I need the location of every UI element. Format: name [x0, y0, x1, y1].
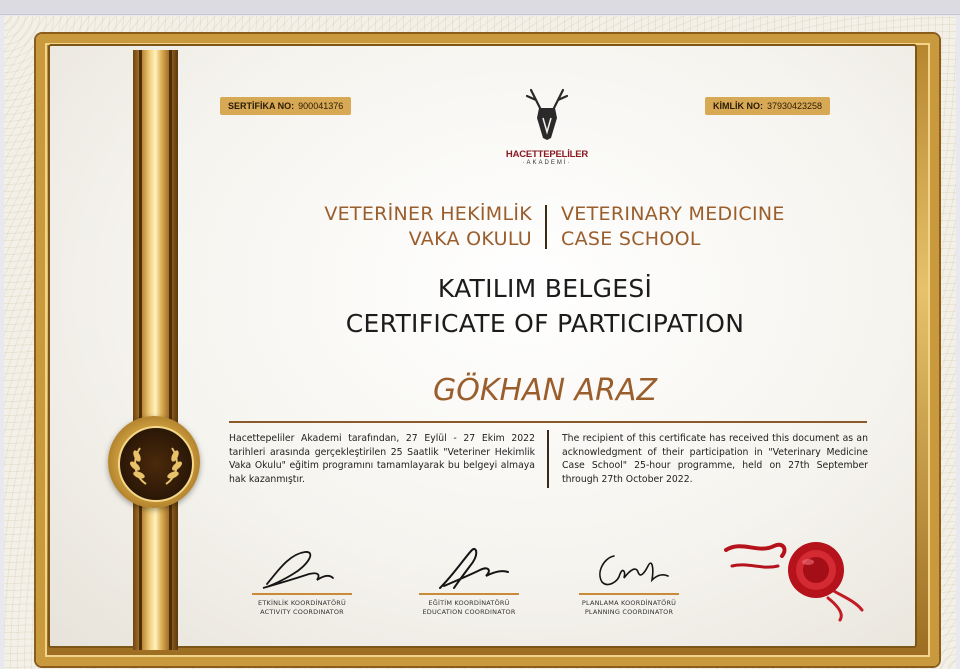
signature-role-tr: EĞİTİM KOORDİNATÖRÜ — [428, 598, 510, 607]
signature-planning-coordinator — [559, 544, 699, 617]
id-number-label: KİMLİK NO: — [713, 101, 763, 111]
certificate-number-label: SERTİFİKA NO: — [228, 101, 295, 111]
description-turkish: Hacettepeliler Akademi tarafından, 27 Eylül - 27 Ekim 2022 tarihleri arasında gerçekleştirilen 25 Saatlik "Veteriner Hekimlik Vaka Okulu" eğitim programını tamamlayarak bu belgeyi almaya hak kazanmıştır. — [229, 433, 535, 485]
gold-ribbon — [133, 50, 178, 650]
signature-role-en: EDUCATION COORDINATOR — [422, 607, 516, 616]
wax-seal-icon — [722, 532, 882, 622]
signature-scribble-1 — [247, 544, 357, 592]
signature-line — [419, 593, 519, 595]
browser-top-bar — [0, 0, 960, 15]
logo-name: HACETTEPELİLER — [505, 149, 589, 160]
certificate-number-badge — [220, 97, 351, 115]
program-tr-line-2: VAKA OKULU — [408, 228, 532, 250]
deer-logo-icon — [517, 88, 577, 142]
signature-role-en: PLANNING COORDINATOR — [584, 607, 674, 616]
signature-scribble-2 — [414, 544, 524, 592]
recipient-underline — [229, 421, 867, 423]
program-en-line-2: CASE SCHOOL — [561, 228, 701, 250]
signature-role-en: ACTIVITY COORDINATOR — [260, 607, 344, 616]
program-en-line-1: VETERINARY MEDICINE — [561, 203, 785, 225]
signature-role-tr: ETKİNLİK KOORDİNATÖRÜ — [258, 598, 346, 607]
laurel-wreath-icon — [120, 428, 192, 500]
title-turkish: KATILIM BELGESİ — [437, 274, 653, 303]
program-name-english — [561, 202, 821, 252]
id-number: 37930423258 — [767, 101, 823, 111]
program-name-turkish — [272, 202, 532, 252]
academy-logo — [500, 88, 594, 166]
medal-core — [118, 426, 194, 502]
program-tr-line-1: VETERİNER HEKİMLİK — [324, 203, 532, 225]
logo-subtitle: ·AKADEMİ· — [522, 160, 572, 166]
signature-line — [252, 593, 352, 595]
id-number-badge — [705, 97, 830, 115]
signature-activity-coordinator — [232, 544, 372, 617]
wax-seal — [722, 532, 882, 622]
description-english: The recipient of this certificate has received this document as an acknowledgment of their participation in "Veterinary Medicine Case School" 25-hour programme, held on 27th September through 27th October 2022. — [562, 433, 868, 485]
program-divider — [545, 205, 547, 249]
signature-education-coordinator — [399, 544, 539, 617]
certificate-number: 900041376 — [298, 101, 344, 111]
signature-scribble-3 — [574, 544, 684, 592]
description-divider — [547, 430, 549, 488]
signature-role-tr: PLANLAMA KOORDİNATÖRÜ — [581, 598, 677, 607]
recipient-name: GÖKHAN ARAZ — [432, 373, 658, 408]
signature-line — [579, 593, 679, 595]
laurel-medal — [108, 416, 200, 508]
title-english: CERTIFICATE OF PARTICIPATION — [345, 309, 745, 338]
